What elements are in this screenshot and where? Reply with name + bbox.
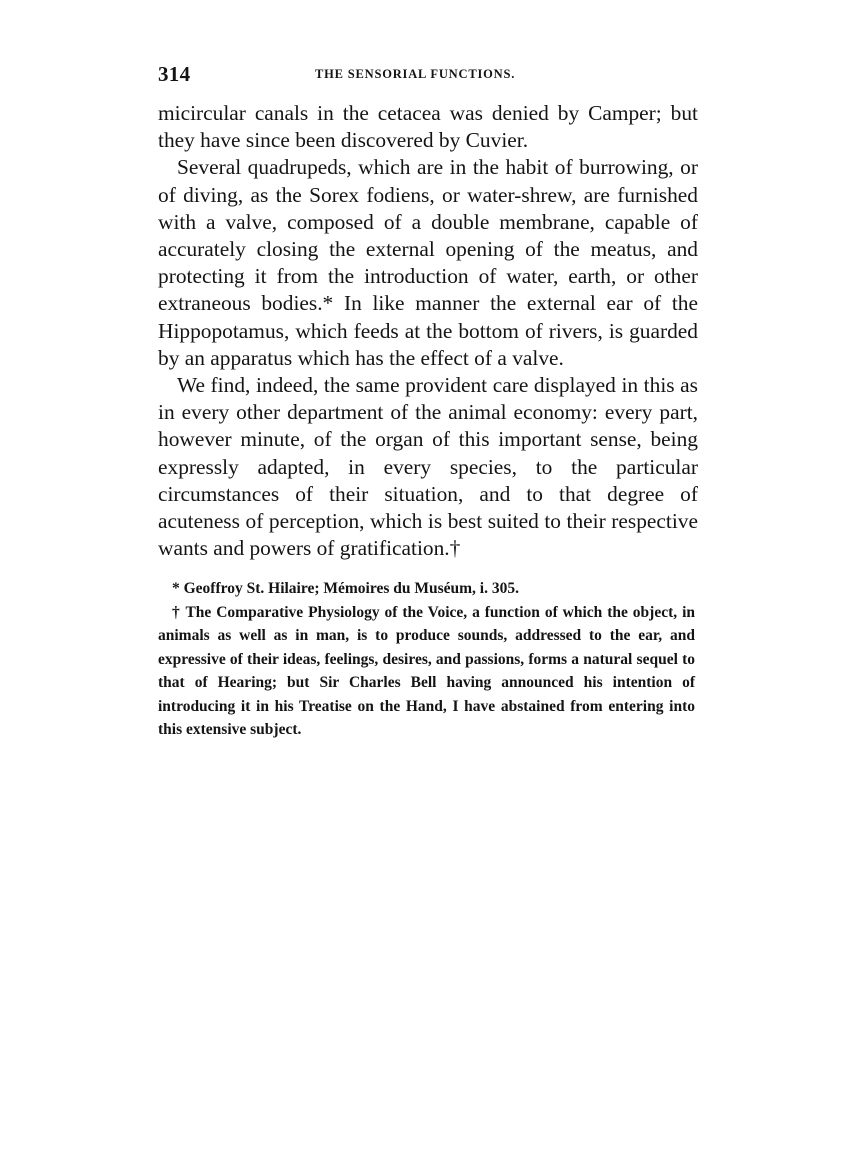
book-page [158, 62, 698, 742]
body-paragraph-continued: micircular canals in the cetacea was denied by Camper; but they have since been discovered by Cuvier. [158, 101, 698, 153]
footnote: † The Comparative Physiology of the Voice, a function of which the object, in animals as well as in man, is to produce sounds, addressed to the ear, and expressive of their ideas, feelings, desires, and passions, forms a natural sequel to that of Hearing; but Sir Charles Bell having announced his intention of introducing it in his Treatise on the Hand, I have abstained from entering into this extensive subject. [158, 603, 695, 739]
page-header [158, 62, 698, 86]
footnotes [158, 577, 695, 742]
page-number: 314 [158, 62, 191, 86]
body-paragraph: Several quadrupeds, which are in the habit of burrowing, or of diving, as the Sorex fodiens, or water-shrew, are furnished with a valve, composed of a double membrane, capable of accurately closing the external opening of the meatus, and protecting it from the introduction of water, earth, or other extraneous bodies.* In like manner the external ear of the Hippopotamus, which feeds at the bottom of rivers, is guarded by an apparatus which has the effect of a valve. [158, 155, 698, 370]
body-paragraph: We find, indeed, the same provident care displayed in this as in every other department of the animal economy: every part, however minute, of the organ of this important sense, being expressly adapted, in every species, to the particular circumstances of their situation, and to that degree of acuteness of perception, which is best suited to their respective wants and powers of gratification.† [158, 373, 698, 561]
running-title: THE SENSORIAL FUNCTIONS. [315, 67, 516, 81]
footnote: * Geoffroy St. Hilaire; Mémoires du Muséum, i. 305. [172, 580, 519, 598]
